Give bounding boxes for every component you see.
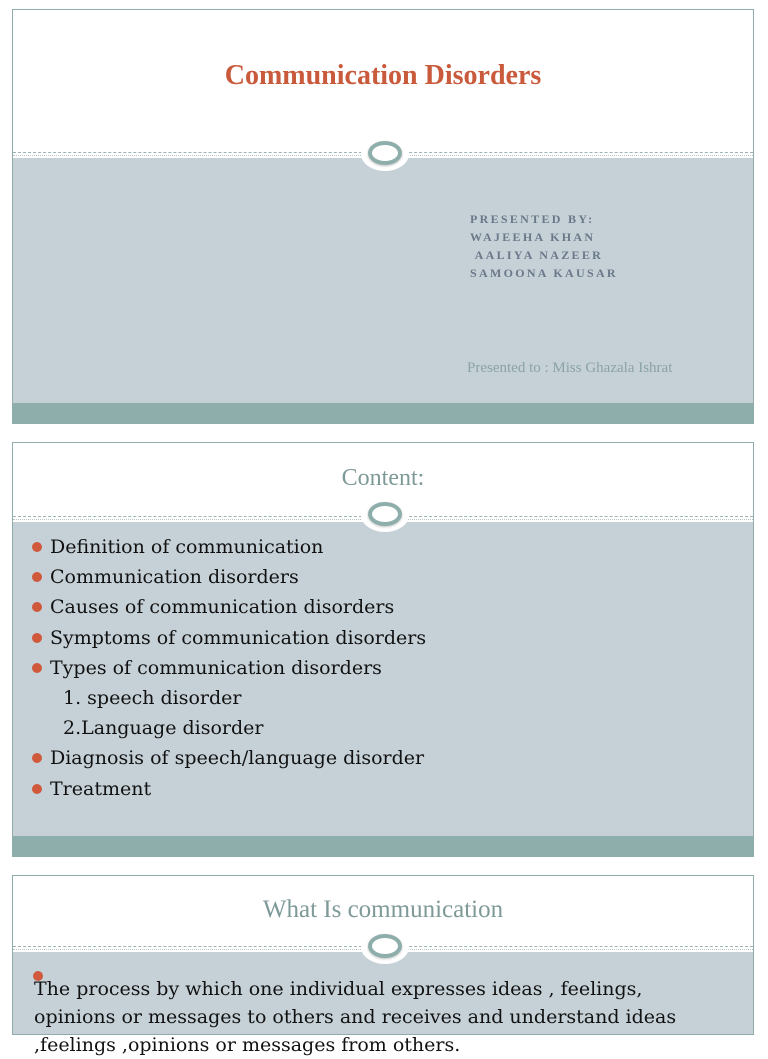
presenter-name: AALIYA NAZEER xyxy=(470,248,604,262)
presented-to: Presented to : Miss Ghazala Ishrat xyxy=(467,360,673,376)
decorative-ring-icon xyxy=(368,502,402,526)
presenter-name: WAJEEHA KHAN xyxy=(470,230,596,244)
content-list-item: Symptoms of communication disorders xyxy=(13,623,426,653)
content-list-item: Communication disorders xyxy=(13,562,426,592)
presenter-name: SAMOONA KAUSAR xyxy=(470,266,618,280)
slide-title-header xyxy=(13,10,753,152)
presentation-title: Communication Disorders xyxy=(224,60,542,91)
presented-by-label: PRESENTED BY: xyxy=(470,212,595,226)
slide-footer-bar xyxy=(13,403,753,423)
content-sub-item: 2.Language disorder xyxy=(63,717,264,740)
content-list-item: Treatment xyxy=(13,774,426,804)
content-title: Content: xyxy=(341,465,425,491)
decorative-ring-icon xyxy=(368,141,402,165)
communication-definition: The process by which one individual expresses ideas , feelings, opinions or messages to others and receives and understand ideas ,feelings ,opinions or messages from others. xyxy=(34,978,677,1056)
presenters-block xyxy=(470,210,618,282)
content-sub-item: 1. speech disorder xyxy=(63,687,242,710)
decorative-ring-icon xyxy=(368,934,402,958)
communication-title: What Is communication xyxy=(262,896,504,923)
content-list-item: Types of communication disorders xyxy=(13,653,426,683)
content-list-item: Definition of communication xyxy=(13,532,426,562)
slide-content xyxy=(12,442,754,857)
slide-footer-bar xyxy=(13,836,753,856)
content-list xyxy=(13,532,426,804)
content-list-item: Causes of communication disorders xyxy=(13,592,426,622)
content-list-item: Diagnosis of speech/language disorder xyxy=(13,743,426,773)
slide-title xyxy=(12,9,754,424)
